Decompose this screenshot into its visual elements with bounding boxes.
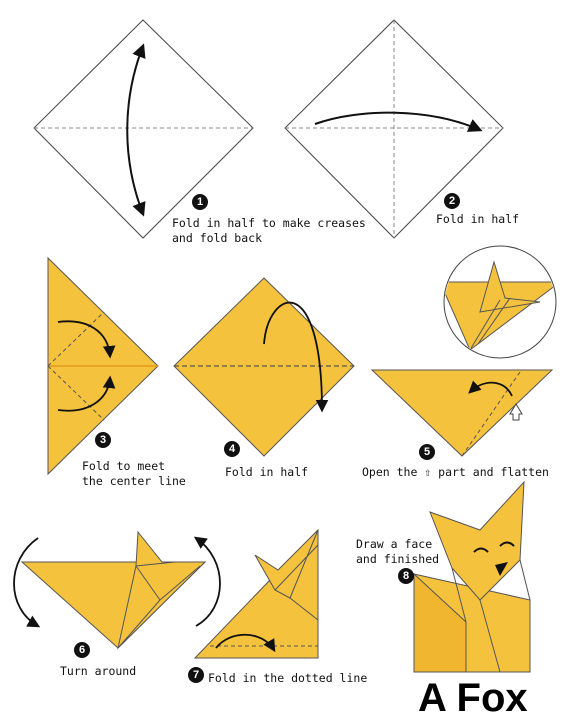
step-2-diagram [285,20,503,238]
step-2-number: 2 [444,193,460,209]
step-4-diagram [174,278,354,456]
step-7-diagram [195,530,318,658]
page-title: A Fox [418,676,528,720]
step-6-number: 6 [74,642,90,658]
step-4-number: 4 [224,441,240,457]
step-6-caption: Turn around [60,664,137,678]
step-3-number: 3 [95,432,111,448]
step-8-finished-fox [414,482,530,672]
step-8-number: 8 [398,568,414,584]
step-5-diagram [372,246,560,456]
step-1-diagram [34,20,253,238]
step-8-caption: Draw a face and finished [356,537,440,566]
step-1-number: 1 [192,194,208,210]
step-5-caption: Open the ⇧ part and flatten [362,465,549,479]
step-3-caption: Fold to meet the center line [82,459,186,488]
step-5-number: 5 [419,444,435,460]
step-7-caption: Fold in the dotted line [208,671,368,685]
step-6-diagram [14,532,220,648]
step-2-caption: Fold in half [436,212,520,226]
step-1-caption: Fold in half to make creases and fold back [172,216,366,245]
step-4-caption: Fold in half [225,465,309,479]
step-7-number: 7 [188,667,204,683]
